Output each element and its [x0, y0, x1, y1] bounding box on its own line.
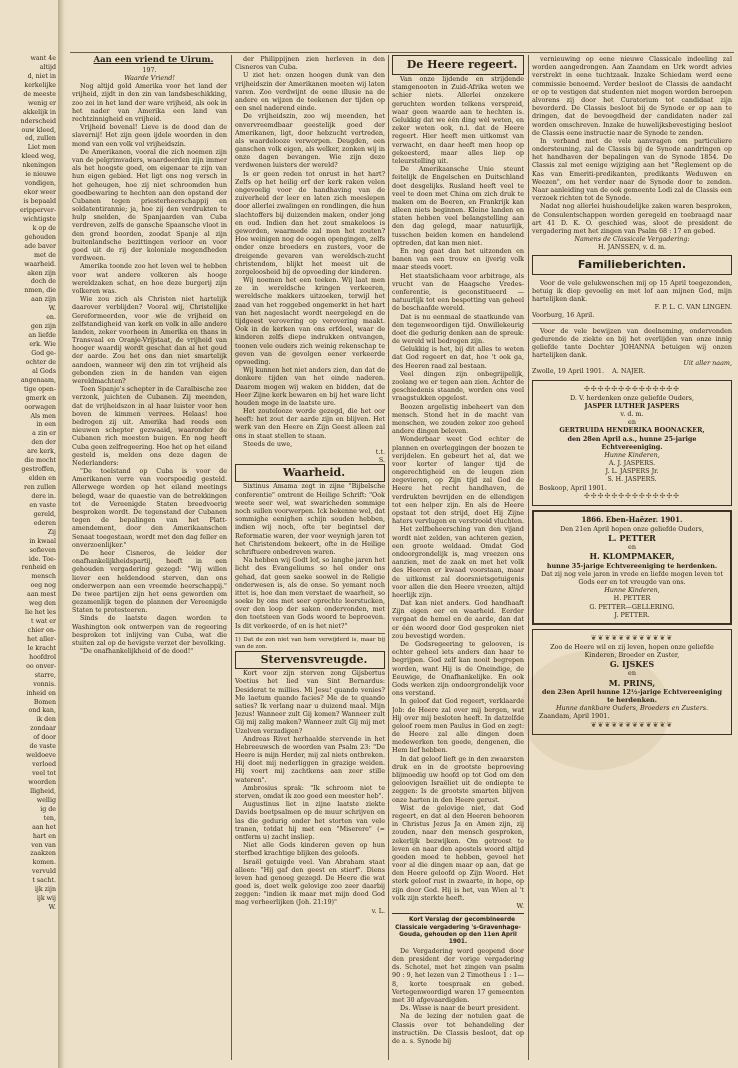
text-line: ond kan,: [28, 707, 56, 715]
text-line: of door: [33, 734, 56, 742]
text-line: Bomen: [33, 698, 56, 706]
text-line: Zij: [47, 528, 56, 536]
text-line: Als men: [30, 412, 56, 420]
border-ornament: ✣✣✣✣✣✣✣✣✣✣✣✣✣✣: [583, 384, 681, 393]
paragraph: Dat is nu eenmaal de staatkunde van den tegenwoordigen tijd. Onwillekeurig doet die gedurig denken aan de spreuk: de wereld wil bedrogen zijn.: [392, 312, 524, 346]
text-line: woorden: [28, 778, 56, 786]
article-body: [235, 482, 385, 629]
text-line: angenaam,: [20, 376, 56, 384]
text-line: en.: [46, 314, 56, 322]
article-body: [532, 55, 732, 235]
paragraph: Nadat nog allerlei huishoudelijke zaken waren besproken, de Consulentschappen worden geregeld en toebraagd naar art 41 D. K. O. geschied was, sloot de president de vergadering met het zingen van Psalm 68 : 17 en gebed.: [532, 202, 732, 235]
text-line: aan mest: [26, 591, 56, 599]
text-line: ijk wij: [36, 895, 56, 903]
paragraph: In verband met de vele aanvragen om particuliere ondersteuning, zal de Classis bij de Synode aandringen op het handhaven der bepalingen van de Synode 1854. De Classis zal met eenige wijziging aan het "Reglement op de Kas van Emeriti-predikanten, predikants Weduwen en Weezen", om het verder naar de Synode door te zenden. Naar aanleiding van de ook gemeente Lodi zal de Classis een verzoek richten tot de Synode.: [532, 136, 732, 203]
text-line: weldoeve: [26, 752, 56, 760]
notice-and: en: [628, 418, 636, 427]
text-line: de meeste: [23, 90, 56, 98]
article-body: [392, 75, 524, 902]
notice-name: L. PETTER: [608, 532, 656, 543]
text-line: wichtigste: [22, 215, 56, 223]
text-line: vonnis.: [33, 680, 56, 688]
text-line: ie nieuwe: [25, 171, 56, 179]
text-line: altijd: [39, 63, 56, 71]
thanks-place-line: [532, 367, 732, 375]
text-line: gereld,: [33, 510, 56, 518]
column-4: [532, 55, 732, 739]
header-rule: [70, 52, 734, 53]
notice-place: Boskoop, April 1901.: [539, 483, 607, 492]
text-line: hart en: [32, 832, 56, 840]
text-line: komen.: [32, 859, 56, 867]
text-line: den der: [31, 439, 56, 447]
text-line: d, niet in: [27, 72, 56, 80]
notice-place: Zaandam, April 1901.: [539, 712, 610, 721]
notice-date: den 28en April a.s., hunne 25-jarige Echtvereeniging.: [567, 434, 697, 451]
paragraph: Na hebben wij Godt lof, so langhe jaren het licht des Evangeliums so hel onder ons gehad, dat geen saeke soowel in de Religie onderwesen is, als de onse. So yemant noch ittet is, hoe dan men verstaet de waarheit, so soeke by ons met seer oprechte leerstucken, over den loop der saken ondervonden, met den toetsteen van Gods woord te beproeven. Is dit verkeerde, of en is het niet?": [235, 556, 385, 630]
notice-date: hunne 35-jarige Echtvereeniging te herdenken.: [546, 561, 718, 570]
column-1: [72, 55, 227, 655]
paragraph: Gelukkig is het, bij dit alles te weten dat God regeert en dat, hoe 't ook ga, des Heeren raad zal bestaan.: [392, 345, 524, 370]
text-line: zaakzen: [30, 850, 56, 858]
thanks-name: A. NAJER.: [612, 367, 646, 376]
column-rule: [388, 55, 389, 1060]
paragraph: En nog gaat dan het uitzonden en banen van een trouw en ijverig volk maar steeds voort.: [392, 247, 524, 272]
text-line: nkeningen: [22, 162, 56, 170]
text-line: ochter de: [25, 358, 56, 366]
column-2: [235, 55, 385, 915]
text-line: ven van: [31, 841, 56, 849]
text-line: weg den: [29, 600, 56, 608]
text-line: ten,: [43, 814, 56, 822]
border-ornament: ❦❦❦❦❦❦❦❦❦❦❦❦: [590, 720, 674, 729]
notice-intro: Den 21en April hopen onze geliefde Ouders,: [560, 524, 704, 533]
text-line: doch de: [30, 278, 56, 286]
text-line: vondigen,: [24, 180, 56, 188]
paragraph: Andreas Rivet herhaalde stervende in het Hebreeuwsch de woorden van Psalm 23: "De Heere is mijn Herder, mij zal niets ontbreken. Hij doet mij nederliggen in grazige weiden. Hij voert mij zachtkens aan zeer stille wateren".: [235, 734, 385, 784]
paragraph: A. J. JASPERS.: [608, 459, 656, 468]
text-line: ederen: [33, 519, 56, 527]
paragraph: Dat kan niet anders. God handhaaft Zijn eigen eer en waarheid. Eerder vergaat de hemel en de aarde, dan dat er één woord door God gesproken niet zou bevestigd worden.: [392, 599, 524, 640]
paragraph: vernieuwing op eene nieuwe Classicale indeeling zal worden aangedrongen. Aan Zaandam en Urk wordt advies verstrekt in eene tuchtzaak. Inzake Schiedam werd eene commissie benoemd. Verder besloot de Classis de aandacht er op te vestigen dat studenten niet mogen worden beroepen alvorens zij door het Curatorium tot candidaat zijn bevorderd. De Classis besloot bij de Synode er op aan te dringen, dat de bevoegdheid der candidaten nader zal worden omschreven. Inzake de huwelijksbevestiging besloot de Classis eene instructie naar de Synode te zenden.: [532, 55, 732, 137]
paragraph: G. PETTER—GELLERING.: [589, 602, 675, 611]
text-line: met de: [34, 251, 56, 259]
text-line: W.: [48, 305, 56, 313]
paragraph: Sixtinus Amama zegt in zijne "Bijbelsche conferentie" omtrent de Heilige Schrift: "Ook weete seer wel, wat swaricheden sommige noch sullen voorwerpen. Ick bekenne wel, dat sommighe eenighen schijn souden hebben, indien wij noch, ofte ter begintsel der Reformatie waren, der voor weynigh jaren tot het Christendom bekeert, ofte in de Heilige schriftuere onbedreven waren.: [235, 482, 385, 556]
signature: t.t.: [375, 448, 385, 456]
text-line: kerkelijke: [24, 81, 56, 89]
text-line: lligheid,: [30, 787, 56, 795]
text-line: tige open-: [23, 385, 56, 393]
article-title: Aan een vriend te Uirum.: [93, 55, 214, 65]
thanks-signature: Uit aller naam,: [683, 359, 732, 368]
text-line: chier on-: [27, 627, 56, 634]
text-line: Liet men: [27, 144, 56, 152]
text-line: nmen, die: [24, 287, 56, 295]
thanks-place: Zwolle, 19 April 1901.: [532, 367, 605, 376]
text-line: in een: [36, 421, 56, 429]
paragraph: Israël getuigde veel. Van Abraham staat alleen: "Hij gaf den geest en stierf". Diens leven had genoeg gezegd. De Heere die wat goed is, doet welk gelovige zoo zeer daarbij zeggen: "indien ik maar met mijn dood God mag verheerlijken (Joh. 21:19)": [235, 857, 385, 907]
notice-title: v. d. m.: [620, 409, 644, 418]
text-line: akkelijk in: [23, 108, 56, 116]
report-title: Kort Verslag der gecombineerde Classicale vergadering 's-Gravenhage-Gouda, gehouden op den 11en April 1901.: [395, 917, 521, 946]
border-ornament: ✣✣✣✣✣✣✣✣✣✣✣✣✣✣: [583, 491, 681, 500]
section-title-familieberichten: Familieberichten.: [532, 255, 732, 275]
thanks-text: Voor de vele gelukwenschen mij op 15 April toegezonden, betuig ik diep gevoelig en met lof aan mijnen God, mijn hartelijken dank.: [532, 278, 732, 303]
anniversary-notice-petter: [532, 510, 732, 625]
paragraph: De Godsregeering te gelooven, is echter geheel iets anders dan haar te begrijpen. God zelf kan nooit begrepen worden, want Hij is de Oneindige, de Eeuwige, de Onafhankelijke. En ook Gods werken zijn ondoorgrondelijk voor ons verstand.: [392, 640, 524, 698]
text-line: ide. Toe-: [28, 555, 56, 563]
text-line: kleed weg,: [21, 153, 56, 161]
notice-years: 1866. Eben-Haëzer. 1901.: [581, 514, 683, 524]
notice-name: M. PRINS,: [608, 677, 656, 688]
article-body: [235, 669, 385, 906]
footnote: 1) Dat de zon niet van hem verwijderd is, maar bij van de zon.: [235, 636, 385, 650]
paragraph: De vrijheidszin, zoo wij meenden, het onvervreemdbaar geestelijk goed der Amerikanen, ligt, door hebzucht vertreden, als waardelooze verworpen. Deugden, een ganschen volk eigen, als welker, zonken wij in onze dagen bevangen. Wie zijn deze verdwenen luisters der wereld?: [235, 112, 385, 170]
text-line: verloed: [32, 761, 56, 769]
article-body: [235, 55, 385, 448]
text-line: ijk zijn: [34, 886, 56, 894]
text-line: k op de: [32, 224, 56, 232]
paragraph: Van onze lijdende en strijdende stamgenooten in Zuid-Afrika weten we schier niets. Allerlei onzekere geruchten worden telkens verspreid, waar geen waarde aan te hechten is. Gelukkig dat we één ding wèl weten, en zeker weten ook, n.l. dat de Heere regeert. Hier heeft men uitkomst van verwacht, en daar heeft men hoop op gekoesterd, maar alles liep op teleurstelling uit.: [392, 75, 524, 165]
text-line: is bepaald: [23, 198, 56, 205]
paragraph: De heer Cisneros, de leider der onafhankelijkheidspartij, heeft in een gehouden vergadering gezegd: "Wij willen liever een heldendood sterven, dan ons onderwerpen aan een vreemde heerschappij." De twee partijen zijn het eens geworden om gezamenlijk tegen de plannen der Vereenigde Staten te protesteeren.: [72, 548, 227, 615]
notice-name: G. IJSKES: [609, 659, 655, 670]
text-line: gen zijn: [30, 323, 56, 331]
salutation: Waarde Vriend!: [124, 74, 175, 83]
paragraph: der Philippijnen zien herleven in den Cisneros van Cuba.: [235, 55, 385, 72]
column-rule: [528, 55, 529, 1060]
article-body: [72, 82, 227, 655]
text-line: eripperver-: [20, 206, 56, 214]
thanks-place: Voorburg, 16 April.: [532, 311, 595, 320]
text-line: a zin er: [32, 430, 56, 438]
edge-column: [0, 55, 58, 913]
paragraph: De Amerikanen, vooral die zich noemen zijn van de pelgrimvaders, waardeerden zijn immer als het hoogste goed, om eigenaar te zijn van hun eigen gebied. Het ligt ons nog versch in het geheugen, hoe zij niet schroomden hun goedbewaring te hechten aan den opstand der Cubanen tegen priesterheerschappij en soldatentirannie; ja, hoe zij den verdrukten te hulp snelden, de Spanjaarden van Cuba verdreven, zelfs de gansche Spaansche vloot in den grond boorden, zoodat Spanje al zijn buitenlandsche bezittingen verloor en voor goed uit de rij der koloniale mogendheden verdween.: [72, 147, 227, 263]
text-line: aan zijn: [31, 296, 56, 304]
text-line: renheid en: [21, 564, 56, 572]
text-line: erk. Wie: [29, 341, 56, 348]
text-line: wellig: [36, 796, 56, 804]
text-line: oorwagen: [24, 403, 56, 411]
notice-kids-label: Hunne Kinderen,: [604, 586, 660, 595]
paragraph: Steeds de uwe,: [243, 439, 293, 448]
text-line: t wat er: [31, 618, 56, 626]
paragraph: De Vergadering word geopend door den president der vorige vergadering ds. Schotel, met het zingen van psalm 90 : 9, het lezen van 2 Timotheus 1 : 1—8, korte toespraak en gebed. Vertegenwoordigd waren 17 gemeenten met 30 afgevaardigden.: [392, 946, 524, 1004]
thanks-signature: F. P. L. C. VAN LINGEN.: [654, 303, 732, 312]
text-line: starre,: [34, 671, 56, 679]
paragraph: Wonderbaar weet God echter de plannen en overleggingen der boozen te verijdelen. En gebeurt het al, dat we voor korter of langer tijd de ongerechtigheid en de leugen zien zegevieren, op Zijn tijd zal God de Heere het recht handhaven, de verdrukten bevrijden en de ellendigen tot een helper zijn. En als de Heere opstaat tot den strijd, doet Hij Zijne haters vervlugen en verstrooid vluchten.: [392, 435, 524, 526]
text-line: oo onver-: [26, 662, 56, 670]
paragraph: In dat geloof lieft ge in den zwaarsten druk en in de grootste beproeving blijmoedig uw hoofd op tot God om den geloovigen Israëliet uit de ondiepte te zeggen: Is de grootste smarten blijven onze harten in den Heere gerust.: [392, 754, 524, 804]
paragraph: Wij noemen het een teeken. Wij laat men ze in wereldsche kringen verkeeren, wereldsche makkers uitzoeken, terwijl het zaad van het roggebed ongemerkt in het hart van het nageslacht wordt neergelegd en de tijdgeest verovering op verovering maakt. Ook in de kerken van ons erfdeel, waar de kinderen zelfs diepe indrukken ontvangen, toonen vele ouders zich weinig rekenschap te geven van de gevolgen eener verkeerde opvoeding.: [235, 276, 385, 366]
paragraph: Na de lezing der notulen gaat de Classis over tot behandeling der instructiën. De Classis besloot, dat op de a. s. Synode bij: [392, 1012, 524, 1045]
notice-intro: D. V. herdenken onze geliefde Ouders,: [569, 393, 694, 402]
text-line: in kwaal: [29, 537, 56, 545]
anniversary-notice-jaspers: [532, 380, 732, 506]
paragraph: Amerika toonde zoo het leven wel te hebben voor wat andere volkeren als hooge wereldzaken schat, en hoe deze burgerij zijn volkeren was.: [72, 262, 227, 295]
text-line: wenig er: [28, 99, 56, 107]
text-line: le kracht: [27, 644, 56, 652]
paragraph: Wie zou zich als Christen niet hartelijk daarover verblijden? Vooral wij, Christelijke Gereformeerden, voor wie de vrijheid en zelfstandigheid van kerk en volk in alle andere landen, zeker voorheen in Amerika en thans in Transvaal en Oranje-Vrijstaat, de vrijheid van hooger waardij wordt geschat dan al het goud der aarde. Zou het ons dan niet smartelijk aandoen, wanneer wij den zin tot vrijheid als gebonden zien in de handen van eigen wereldmachten?: [72, 295, 227, 385]
notice-name: JASPER LUTHER JASPERS: [584, 401, 680, 410]
text-line: dere in.: [31, 492, 56, 500]
paragraph: Sinds de laatste dagen worden te Washington ook ontwerpen van de regeering besproken tot inlijving van Cuba, wat die stuiten zal op de hevigste verzet der bevolking.: [72, 614, 227, 647]
text-line: elden en: [28, 475, 56, 483]
notice-and: en: [628, 543, 636, 552]
paragraph: De Amerikaansche Unie steunt feitelijk de Engelschen en Duitschland doet desgelijks. Rusland heeft veel te veel te doen met China om zich druk te maken om de Boeren, en Frankrijk kan alleen niets beginnen. Kleine landen en staten hebben veel belangstelling aan den dag gelegd, maar natuurlijk, tusschen beiden komen en handelend optreden, dat kan men niet.: [392, 165, 524, 247]
text-line: ed, zullen: [25, 135, 56, 143]
notice-kids-label: Hunne Kinderen,: [604, 450, 660, 459]
paragraph: Boozen argelistig inbeheert van den mensch. Stond het in de macht van menschen, we zouden zeker zoo geheel andere dingen beleven.: [392, 402, 524, 436]
section-title-stervensvreugde: Stervensvreugde.: [235, 651, 385, 669]
paragraph: Wist de gelovige niet, dat God regeert, en dat al den Heeren behooren in Christus Jezus Ja en Amen zijn, zij zouden, naar den mensch gesproken, zekerlijk bezwijken. Om getroost te leven en naar den apostels woord altijd goeden moed te hebben, gevoel het voor al die dingen maar op aan, dat ge den Heere geloofd op Zijn Woord. Het sterk geloof rust in zwaarte, in hope, op zijn door God. Hij is het, van Wien al 't volk zijn sterkte heeft.: [392, 803, 524, 902]
paragraph: Niet alle Gods kinderen geven op hun sterfbed krachtige blijken des geloofs.: [235, 841, 385, 858]
paragraph: In geloof dat God regeert, verklaarde Job: de Heere zal over mij bergen, wat Hij over mij besloten heeft. In datzelfde geloof roem men Paulus in God en zegt: de Heere zal alle dingen doen medewerken ten goede, dengenen, die Hem lief hebben.: [392, 697, 524, 755]
text-line: veel tot: [32, 770, 56, 777]
text-line: gestroffen,: [21, 466, 56, 474]
paragraph: Kort voor zijn sterven zong Gijsbertus Voetius het lied van Sint Bernardus: Desiderat te millies. Mi Jesu! quando venies? Me laetum quando facies? Me de te quando saties? Ik verlang naar u duizend maal. Mijn Jezus! Wanneer zult Gij komen? Wanneer zult Gij mij zalig maken? Wanneer zult Gij mij met Uzelven verzadigen?: [235, 669, 385, 735]
signature: v. L.: [371, 906, 385, 915]
paragraph: Nog altijd gold Amerika voor het land der vrijheid, zijdt in den zin van landsbeschikking, zoo zei in het land der ware vrijheid, als ook in het nader van Amerika een land van rechtzinnigheid en vrijheid.: [72, 82, 227, 123]
text-line: ig de: [40, 805, 56, 813]
text-line: ekor weer: [23, 189, 56, 197]
text-line: zondaar: [30, 725, 56, 733]
text-line: t sacht.: [32, 877, 56, 885]
notice-intro: Zoo de Heere wil en zij leven, hopen onze geliefde Kinderen, Broeder en Zuster,: [550, 642, 714, 660]
article-number: 197.: [142, 65, 157, 74]
text-line: de vaste: [29, 743, 56, 751]
text-line: ren zullen: [24, 484, 56, 491]
paragraph: Ambrosius sprak: "Ik schroom niet te sterven, omdat ik zoo goed een meester heb".: [235, 783, 385, 801]
text-line: W.: [48, 904, 56, 912]
text-line: oeg nog: [30, 582, 56, 590]
paragraph: J. PETTER.: [614, 610, 650, 619]
text-line: are kerk,: [27, 448, 56, 456]
text-line: lie het les: [24, 609, 56, 617]
text-line: het aller-: [27, 635, 56, 643]
notice-family: Hunne dankbare Ouders, Broeders en Zusters.: [555, 704, 709, 713]
text-line: ade baver: [24, 242, 56, 250]
paragraph: U ziet het: onzen hoogen dunk van den vrijheidszin der Amerikanen moeten wij laten varen. Zoo verdwijnt de eene illusie na de andere en wijzen de teekenen der tijden op een snel naderend einde.: [235, 71, 385, 113]
notice-date: den 23en April hunne 12½-jarige Echtvereeniging te herdenken.: [542, 687, 722, 705]
section-title-waarheid: Waarheid.: [235, 464, 385, 482]
paragraph: Wij kunnen het niet anders zien, dan dat de donkere tijden van het einde naderen. Daarom mogen wij waken en bidden, dat de Heer Zijne kerk bewaren en bij het ware licht houden moge in de laatste ure.: [235, 366, 385, 407]
paragraph: Veel dingen zijn onbegrijpelijk, zoolang we er tegen aan zien. Achter de geschiedenis staande, worden ons veel vraagstukken opgelost.: [392, 369, 524, 403]
paragraph: Toen Spanje's schepter in de Caraïbische zee verzonk, juichten de Cubanen. Zij meenden, dat de vrijheidszon in al haar luister voor hen boven de kimmen verrees. Helaas! hoe bedrogen zij uit. Amerika had reeds een nieuwen schepter gezwaaid, waaronder de Cubanen rich moesten buigen. En nog heeft Cuba geen zelfregeering. Hoe het op het eiland gesteld is, melden ons deze dagen de Nederlanders:: [72, 385, 227, 467]
text-line: vervuld: [32, 868, 56, 876]
signature: S.: [378, 456, 385, 465]
paragraph: Augustinus liet in zijne laatste ziekte Davids boetpsalmen op de muur schrijven en las die gedurig onder het storten van vele tranen, totdat hij met een "Miserere" (= ontferm u) zacht insliep.: [235, 800, 385, 841]
anniversary-notice-ijskes: [532, 629, 732, 735]
notice-and: en: [628, 669, 636, 678]
text-line: an liefde: [28, 332, 56, 340]
text-line: ouw kleed,: [21, 126, 56, 134]
text-line: aken zijn: [27, 269, 56, 277]
signoff-label: Namens de Classicale Vergadering:: [574, 235, 690, 244]
paragraph: Het zoutelooze worde gezegd, die het oor heeft: het zout der aarde zijn en blijven. Het werk van den Heere en Zijn Geest alleen zal ons in staat stellen te staan.: [235, 407, 385, 440]
column-3: [392, 55, 524, 1045]
paragraph: "De onafhankelijkheid of de dood!": [80, 647, 194, 656]
notice-name: GERTRUIDA HENDERIKA BOONACKER,: [559, 426, 705, 435]
text-line: nderscheid: [20, 117, 56, 125]
notice-kids: [539, 459, 725, 484]
border-ornament: ❦❦❦❦❦❦❦❦❦❦❦❦: [590, 633, 674, 642]
text-line: want 4e: [30, 55, 56, 62]
page-fold: [58, 0, 68, 1068]
paragraph: Vrijheid bovenal! Lieve is de dood dan de slavernij! Het zijn geen ijdele woorden in den mond van een volk vol vrijheidszin.: [72, 123, 227, 148]
thanks-text: Voor de vele bewijzen van deelneming, ondervonden gedurende de ziekte en bij het overlijden van onze innig geliefde tante Dochter JOHANNA betuigen wij onzen hartelijken dank.: [532, 326, 732, 360]
notice-wish: Dat zij nog vele jaren in vrede en liefde mogen leven tot Gods eer en tot vreugde van ons.: [541, 569, 723, 586]
text-line: mensch: [31, 573, 56, 581]
notice-name: H. KLOMPMAKER,: [589, 551, 675, 562]
signature: W.: [516, 902, 524, 911]
paragraph: Is er geen reden tot onrust in het hart? Zelfs op het heilig erf der kerk raken velen ongevoelig voor de handhaving van de zuiverheid der leer en laten zich meeslepen door allerlei zwalingen en rondlingen, die hun slachtoffers bij duizenden maken, onder jong en oud. Indien dan het zout smakeloos is geworden, waarmede zal men het zouten? Hoe weinigen nog de oogen opengingen, zelfs onder onze broeders en zusters, voor de dreigende gevaren van wereldsch-zucht christendom, blijkt het meest uit de zorgeloosheid bij de opvoeding der kinderen.: [235, 169, 385, 276]
notice-kids: [540, 594, 724, 619]
text-line: inheid en: [26, 689, 56, 697]
text-line: hoofdrol: [29, 653, 56, 661]
text-line: aan het: [32, 823, 56, 831]
text-line: waarheid.: [24, 260, 56, 268]
text-line: ik den: [36, 716, 56, 724]
paragraph: Het zelfbeheersching van den vijand wordt niet zelden, van achteren gezien, een groote weldaad. Omdat God ondoorgrondelijk is, mag vreezen ons aanzien, met de zaak en met het volk des Heeren er kwaad voorstaan, maar de uitkomst zal doorsnietsgetuigenis voor allen die den Heere vreezen, altijd heerlijk zijn.: [392, 525, 524, 599]
paragraph: Het staatslichaam voor arbitrage, als vrucht van de Haagsche Vredes-conferentie, is geconstitueerd — natuurlijk tot een bespotting van geheel de beschaafde wereld.: [392, 271, 524, 313]
article-body: [392, 947, 524, 1045]
text-line: God ge-: [31, 349, 56, 357]
text-line: gmerk en: [25, 394, 56, 402]
paragraph: H. PETTER: [613, 594, 651, 603]
section-title-heere-regeert: De Heere regeert.: [392, 55, 524, 75]
text-line: sofieven: [29, 546, 56, 554]
paragraph: S. H. JASPERS.: [607, 475, 657, 484]
signoff-name: H. JANSSEN, v. d. m.: [597, 243, 667, 252]
text-line: die mocht: [24, 457, 56, 465]
text-line: gehouden: [24, 233, 56, 241]
paragraph: J. L. JASPERS Jr.: [605, 467, 659, 476]
text-line: en vaste: [29, 501, 56, 509]
column-rule: [231, 55, 232, 1060]
paragraph: "De toelstand op Cuba is voor de Amerikanen verre van voorspoedig gesteld. Allerwege worden op het eiland meetings belegd, waar de quaestie van de betrekkingen tot de Vereenigde Staten breedvoerig besproken wordt. De tegenstand der Cubanen tegen de bepalingen van het Platt-amendement, door den Amerikaanschen Senaat toegestaan, wordt met den dag feller en onverzoenlijker.": [72, 467, 227, 549]
paragraph: Ds. Wisse is naar de beurt president.: [400, 1004, 520, 1013]
text-line: al Gods: [32, 367, 56, 375]
